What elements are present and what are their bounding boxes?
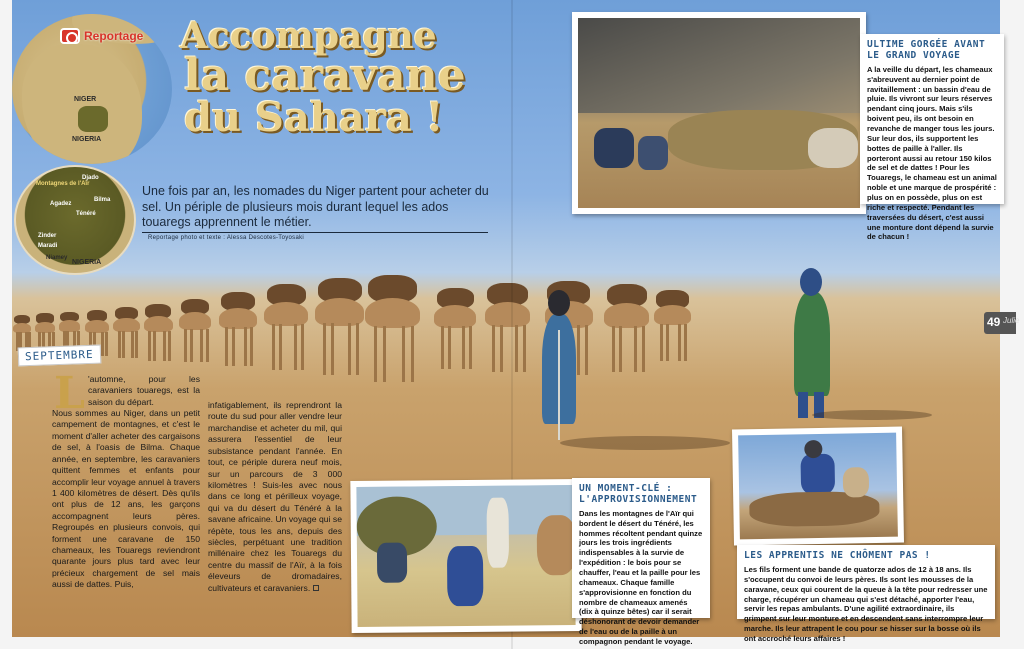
niger-inset-map bbox=[14, 165, 136, 275]
article-text-col1-intro: 'automne, pour les caravaniers touaregs, est la saison du départ. bbox=[88, 374, 200, 407]
camel bbox=[177, 290, 213, 364]
map-label-bilma: Bilma bbox=[94, 197, 111, 203]
article-title bbox=[180, 15, 510, 141]
caption-text: Dans les montagnes de l'Aïr qui bordent le désert du Ténéré, les hommes récoltent pendant quinze jours les trois ingrédients indispensables à la survie de l'expédition : le bois pour se chauffer, l'eau et la paille pour les chameaux. Chaque famille s'approvisionne en fonction du nombre de chameaux amenés (dix à quinze bêtes) car il serait déshonorant de devoir demander de l'eau ou de la paille à un compagnon pendant le voyage. bbox=[579, 508, 703, 647]
camel bbox=[312, 264, 367, 378]
map-label-niamey: Niamey bbox=[46, 255, 68, 261]
map-label-niger: NIGER bbox=[74, 96, 97, 103]
camera-icon bbox=[60, 28, 80, 44]
camel bbox=[262, 272, 311, 373]
photo-scene bbox=[356, 485, 575, 627]
magazine-logo: Julie bbox=[1003, 316, 1020, 325]
map-label-nigeria: NIGERIA bbox=[72, 136, 102, 143]
map-label-agadez: Agadez bbox=[50, 201, 72, 207]
camel bbox=[482, 270, 533, 376]
section-tag-label: Reportage bbox=[84, 29, 144, 43]
camel bbox=[432, 276, 478, 372]
section-label: SEPTEMBRE bbox=[18, 345, 101, 367]
page-number: 49 bbox=[987, 315, 1001, 329]
caption-title: UN MOMENT-CLÉ : L'APPROVISIONNEMENT bbox=[579, 483, 698, 505]
section-tag bbox=[60, 28, 143, 44]
caption-top bbox=[860, 34, 1004, 242]
end-of-article-icon bbox=[313, 585, 319, 591]
photo-gathering-straw bbox=[350, 479, 581, 633]
article-text-col2 bbox=[208, 400, 342, 594]
caption-right bbox=[737, 545, 995, 643]
camel bbox=[362, 260, 423, 386]
map-label-zinder: Zinder bbox=[38, 233, 57, 239]
camel bbox=[217, 282, 259, 368]
map-label-maradi: Maradi bbox=[38, 243, 58, 249]
article-text-col1: Nous sommes au Niger, dans un petit campement de montagnes, et c'est le moment d'aller acheter des cargaisons de sel, à l'oasis de Bilma. Chaque année, en septembre, les caravaniers quittent femmes et enfants pour accomplir leur voyage annuel à travers 1 400 kilomètres de désert. Dès qu'ils ont plus de 12 ans, les garçons accompagnent leurs pères. Regroupés en plusieurs convois, qui forment une caravane de 150 chameaux, les Touaregs reviendront quarante jours plus tard avec leur précieux chargement de sel mais aussi de dattes. Puis, bbox=[52, 408, 200, 590]
ground-shadow bbox=[560, 436, 730, 450]
photo-camels-drinking bbox=[572, 12, 866, 214]
map-label-djado: Djado bbox=[82, 175, 99, 181]
caption-title: LES APPRENTIS NE CHÔMENT PAS ! bbox=[744, 550, 931, 561]
camel bbox=[112, 300, 141, 360]
divider bbox=[142, 232, 488, 233]
article-lede: Une fois par an, les nomades du Niger partent pour acheter du sel. Un périple de plusieurs mois durant lequel les ados touaregs apprennent le métier. bbox=[142, 184, 489, 230]
caption-title: ULTIME GORGÉE AVANT LE GRAND VOYAGE bbox=[867, 39, 986, 61]
touareg-man-with-staff bbox=[528, 290, 588, 450]
title-line-3: du Sahara ! bbox=[184, 94, 444, 141]
camel bbox=[602, 272, 652, 375]
touareg-man-green-robe bbox=[784, 266, 840, 422]
caption-text: Les fils forment une bande de quatorze ados de 12 à 18 ans. Ils s'occupent du convoi de leurs pères. Ils sont les mousses de la caravane, ceux qui courent de la queue à la tête pour redresser une charge, récupérer un chameau qui s'est détaché, apporter l'eau, servir les repas ambulants. D'une agilité extraordinaire, ils grimpent sur leur monture et en descendent sans interrompre leur marche. Ils leur attrapent le cou pour se hisser sur la bosse où ils ont accroché leurs affaires ! bbox=[744, 564, 988, 643]
map-label-nigeria-inset: NIGERIA bbox=[72, 259, 102, 266]
caption-text: A la veille du départ, les chameaux s'abreuvent au dernier point de ravitaillement : un bassin d'eau de pluie. Ils vivront sur leurs réserves pendant cinq jours. Mais s'ils boivent peu, ils ont besoin en revanche de manger tous les jours. Sur leur dos, ils supportent les bottes de paille à l'aller. Ils porteront aussi au retour 150 kilos de sel et de dattes ! Pour les Touaregs, le chameau est un animal noble et une marque de prospérité : plus on en possède, plus on est riche et respecté. Pendant les traversées du désert, c'est aussi une monture dont dépend la survie de chacun ! bbox=[867, 64, 997, 242]
camel bbox=[12, 310, 32, 352]
article-text-col2-body: infatigablement, ils reprendront la route du sud pour aller vendre leur marchandise et acheter du mil, qui assurera l'essentiel de leur subsistance pendant l'année. En tout, ce périple durera neuf mois, sur un parcours de 3 000 kilomètres ! Suis-les avec nous dans ce long et périlleux voyage, qui va du désert du Ténéré à la savane africaine. Un voyage qui se répète, tous les ans, depuis des siècles, perpétuant une tradition millénaire chez les Touaregs du centre du massif de l'Aïr, à la fois éleveurs de dromadaires, cultivateurs et caravaniers. bbox=[208, 400, 342, 593]
photo-scene bbox=[738, 433, 898, 540]
ground-shadow bbox=[812, 410, 932, 420]
page-margin-left bbox=[0, 0, 12, 649]
photo-scene bbox=[578, 18, 860, 208]
title-line-1: Accompagne bbox=[180, 15, 437, 57]
drop-cap: L bbox=[54, 368, 85, 419]
camel bbox=[142, 296, 174, 363]
camel bbox=[652, 280, 693, 364]
map-label-air: Montagnes de l'Aïr bbox=[36, 181, 90, 187]
photo-credit: Reportage photo et texte : Alessa Descotes-Toyosaki bbox=[148, 235, 305, 241]
caption-middle bbox=[572, 478, 710, 647]
map-label-tenere: Ténéré bbox=[76, 211, 96, 217]
photo-boy-on-camel bbox=[732, 427, 904, 546]
title-line-2: la caravane bbox=[184, 50, 466, 101]
